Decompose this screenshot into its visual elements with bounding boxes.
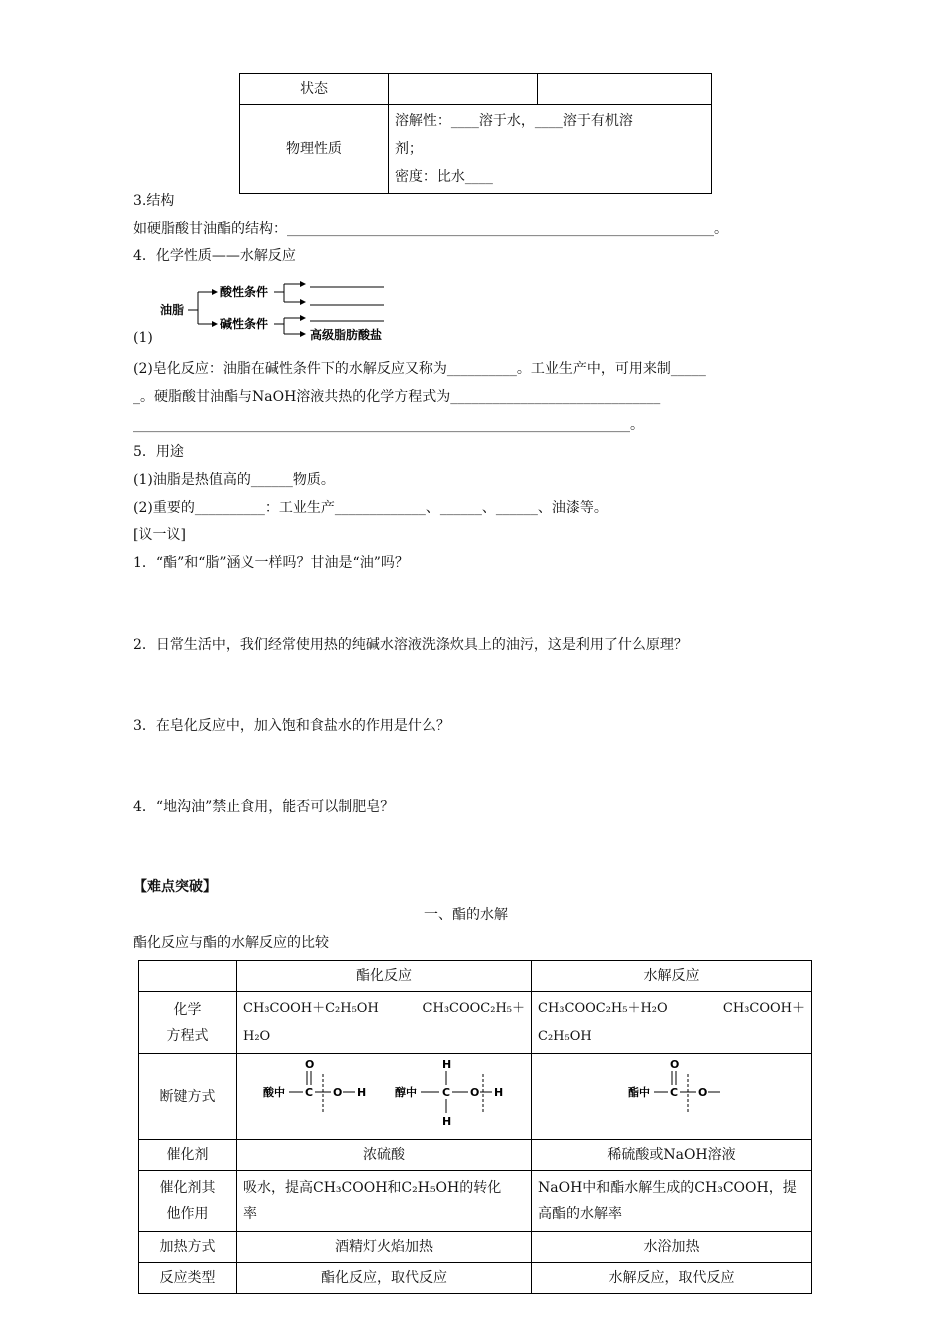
other-role-esterification: 吸水，提高CH₃COOH和C₂H₅OH的转化 率 — [237, 1171, 532, 1232]
section-4-heading: 4．化学性质——水解反应 — [133, 248, 296, 264]
svg-text:H: H — [357, 1086, 367, 1099]
state-cell-2 — [537, 74, 711, 105]
saponification-line-3: _______________________________________________________________________。 — [133, 417, 644, 433]
solubility-line-2: 剂； — [394, 141, 423, 157]
physical-label: 物理性质 — [240, 105, 389, 194]
section-3-heading: 3.结构 — [133, 193, 175, 209]
hydrolysis-equation: CH₃COOC₂H₅＋H₂O CH₃COOH＋ C₂H₅OH — [532, 992, 812, 1054]
hydrolysis-bond-diagram — [532, 1054, 810, 1130]
alcohol-label: 醇中 — [395, 1086, 417, 1099]
svg-text:C: C — [305, 1086, 314, 1099]
discuss-heading: [议一议] — [133, 527, 186, 543]
reaction-type-label: 反应类型 — [139, 1263, 237, 1294]
svg-text:H: H — [494, 1086, 504, 1099]
properties-table — [239, 73, 712, 194]
use-item-1: (1)油脂是热值高的______物质。 — [133, 472, 335, 488]
catalyst-label: 催化剂 — [139, 1140, 237, 1171]
item-1: (1) — [133, 330, 153, 346]
saponification-line-1: (2)皂化反应：油脂在碱性条件下的水解反应又称为__________。工业生产中，可用来制_____ — [133, 361, 706, 377]
difficulty-subtitle: 一、酯的水解 — [424, 907, 508, 923]
solubility-line: 溶解性：____溶于水，____溶于有机溶 — [394, 113, 633, 129]
other-role-hydrolysis: NaOH中和酯水解生成的CH₃COOH，提 高酯的水解率 — [532, 1171, 812, 1232]
other-role-label: 催化剂其 他作用 — [139, 1171, 237, 1232]
svg-text:O: O — [470, 1086, 480, 1099]
use-item-2: (2)重要的__________：工业生产_____________、______、______、油漆等。 — [133, 500, 608, 516]
density-line: 密度：比水____ — [394, 169, 493, 185]
heating-label: 加热方式 — [139, 1232, 237, 1263]
heating-hydrolysis: 水浴加热 — [532, 1232, 812, 1263]
svg-text:C: C — [442, 1086, 451, 1099]
physical-cell — [388, 105, 711, 194]
question-4: 4．“地沟油”禁止食用，能否可以制肥皂？ — [133, 799, 395, 815]
hydrolysis-bond-cell — [532, 1054, 812, 1140]
question-2: 2．日常生活中，我们经常使用热的纯碱水溶液洗涤炊具上的油污，这是利用了什么原理？ — [133, 637, 688, 653]
bond-label: 断键方式 — [139, 1054, 237, 1140]
header-hydrolysis: 水解反应 — [532, 961, 812, 992]
esterification-equation: CH₃COOH＋C₂H₅OH CH₃COOC₂H₅＋ H₂O — [237, 992, 532, 1054]
diagram-product: 高级脂肪酸盐 — [310, 328, 383, 342]
comparison-table — [138, 960, 812, 1294]
diagram-base: 碱性条件 — [220, 317, 269, 331]
esterification-bond-cell — [237, 1054, 532, 1140]
svg-text:H: H — [442, 1115, 452, 1128]
state-label: 状态 — [240, 74, 389, 105]
svg-text:O: O — [333, 1086, 343, 1099]
svg-text:O: O — [305, 1058, 315, 1071]
question-3: 3．在皂化反应中，加入饱和食盐水的作用是什么？ — [133, 718, 450, 734]
svg-text:O: O — [670, 1058, 680, 1071]
state-cell-1 — [388, 74, 537, 105]
difficulty-heading: 【难点突破】 — [133, 879, 217, 895]
reaction-type-hydrolysis: 水解反应，取代反应 — [532, 1263, 812, 1294]
catalyst-hydrolysis: 稀硫酸或NaOH溶液 — [532, 1140, 812, 1171]
section-5-heading: 5．用途 — [133, 444, 184, 460]
svg-text:O: O — [698, 1086, 708, 1099]
diagram-acid: 酸性条件 — [220, 285, 269, 299]
structure-line: 如硬脂酸甘油酯的结构：_____________________________________________________________。 — [133, 221, 728, 237]
catalyst-esterification: 浓硫酸 — [237, 1140, 532, 1171]
heating-esterification: 酒精灯火焰加热 — [237, 1232, 532, 1263]
diagram-root: 油脂 — [160, 303, 185, 317]
hydrolysis-diagram — [150, 278, 410, 346]
svg-text:C: C — [670, 1086, 679, 1099]
svg-text:H: H — [442, 1058, 452, 1071]
esterification-bond-diagram — [237, 1054, 530, 1130]
saponification-line-2: _。硬脂酸甘油酯与NaOH溶液共热的化学方程式为______________________________ — [133, 389, 661, 405]
ester-label: 酯中 — [628, 1086, 650, 1099]
reaction-type-esterification: 酯化反应，取代反应 — [237, 1263, 532, 1294]
equation-label: 化学 方程式 — [139, 992, 237, 1054]
header-esterification: 酯化反应 — [237, 961, 532, 992]
acid-label: 酸中 — [263, 1086, 285, 1099]
header-empty — [139, 961, 237, 992]
comparison-intro: 酯化反应与酯的水解反应的比较 — [133, 935, 329, 951]
question-1: 1．“酯”和“脂”涵义一样吗？甘油是“油”吗？ — [133, 555, 409, 571]
